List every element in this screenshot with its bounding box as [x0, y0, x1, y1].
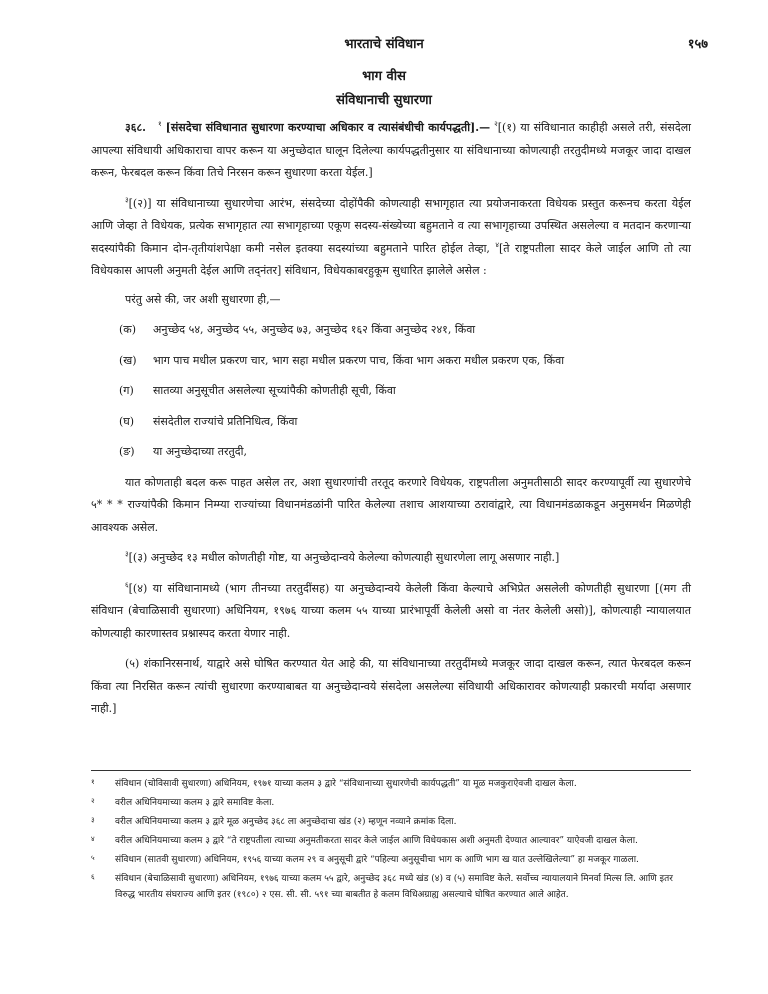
article-body [91, 117, 691, 721]
footnote-mark: ४ [91, 835, 95, 843]
running-title: भारताचे संविधान [344, 37, 424, 52]
proviso-item-text: भाग पाच मधील प्रकरण चार, भाग सहा मधील प्रकरण पाच, किंवा भाग अकरा मधील प्रकरण एक, किंवा [153, 353, 565, 367]
proviso-item-label: (ङ) [119, 445, 135, 458]
article-number: ३६८. [125, 121, 146, 134]
footnote-mark: ५ [91, 854, 95, 862]
proviso-item [91, 441, 691, 464]
article-368-clause-1 [91, 117, 691, 185]
proviso-conclusion: यात कोणताही बदल करू पाहत असेल तर, अशा सुधारणांची तरतूद करणारे विधेयक, राष्ट्रपतीला अनुमतीसाठी सादर करण्यापूर्वी त्या सुधारणेचे ५* * * राज्यांपैकी किमान निम्म्या राज्यांच्या विधानमंडळांनी पारित केलेल्या तशाच आशयाच्या ठरावांद्वारे, त्या विधानमंडळाकडून अनुसमर्थन मिळणेही आवश्यक असेल. [91, 475, 691, 534]
clause-3-text: [(३) अनुच्छेद १३ मधील कोणतीही गोष्ट, या अनुच्छेदान्वये केलेल्या कोणत्याही सुधारणेला लागू असणार नाही.] [128, 551, 560, 564]
article-368-clause-2 [91, 193, 691, 283]
clause-4-text: [(४) या संविधानामध्ये (भाग तीनच्या तरतुदींसह) या अनुच्छेदान्वये केलेली किंवा केल्याचे अभिप्रेत असलेली कोणतीही सुधारणा [(मग ती संविधान (बेचाळिसावी सुधारणा) अधिनियम, १९७६ याच्या कलम ५५ याच्या प्रारंभापूर्वी केलेली असो वा नंतर केलेली असो)], कोणत्याही न्यायालयात कोणत्याही कारणास्तव प्रश्नास्पद करता येणार नाही. [91, 581, 691, 640]
clause-2-text-a: [(२)] या संविधानाच्या सुधारणेचा आरंभ, संसदेच्या दोहोंपैकी कोणत्याही सभागृहात त्या प्रयोजनाकरता विधेयक प्रस्तुत करूनच करता येईल आणि जेव्हा ते विधेयक, प्रत्येक सभागृहात त्या सभागृहाच्या एकूण सदस्य-संख्येच्या बहुमताने व त्या सभागृहाच्या उपस्थित असलेल्या व मतदान करणाऱ्या सदस्यांपैकी किमान दोन-तृतीयांशपेक्षा कमी नसेल इतक्या सदस्यांच्या बहुमताने पारित होईल तेव्हा, [91, 196, 691, 255]
proviso-item-label: (क) [119, 323, 137, 336]
footnote-mark: २ [91, 797, 95, 805]
footnote [91, 795, 691, 811]
footnote-text: वरील अधिनियमाच्या कलम ३ द्वारे मूळ अनुच्छेद ३६८ ला अनुच्छेदाचा खंड (२) म्हणून नव्याने क्रमांक दिला. [115, 817, 457, 827]
footnote [91, 871, 691, 903]
footnote-ref: २ [494, 120, 498, 128]
proviso-item [91, 380, 691, 403]
footnote-mark: १ [91, 778, 95, 786]
footnote-mark: ३ [91, 816, 95, 824]
footnote-ref: ४ [495, 240, 499, 249]
proviso-item-label: (ग) [119, 384, 134, 397]
proviso-item [91, 319, 691, 342]
page-number: १५७ [687, 37, 708, 52]
clause-1-text: [(१) या संविधानात काहीही असले तरी, संसदेला आपल्या संविधायी अधिकाराचा वापर करून या अनुच्छेदात घालून दिलेल्या कार्यपद्धतीनुसार या संविधानाच्या कोणत्याही तरतुदीमध्ये मजकूर जादा दाखल करून, फेरबदल करून किंवा तिचे निरसन करून सुधारणा करता येईल.] [91, 121, 692, 179]
part-heading: भाग वीस [362, 69, 406, 84]
footnote [91, 776, 691, 792]
footnote-ref: ६ [125, 580, 129, 589]
proviso-item [91, 350, 691, 373]
proviso-item [91, 411, 691, 434]
proviso-item-text: सातव्या अनुसूचीत असलेल्या सूच्यांपैकी कोणतीही सूची, किंवा [153, 384, 396, 397]
footnote-text: संविधान (चोविसावी सुधारणा) अधिनियम, १९७१ याच्या कलम ३ द्वारे “संविधानाच्या सुधारणेची कार्यपद्धती” या मूळ मजकुराऐवजी दाखल केला. [115, 779, 577, 789]
proviso-intro: परंतु असे की, जर अशी सुधारणा ही,— [125, 292, 281, 306]
article-368-clause-4 [91, 578, 691, 646]
footnote [91, 814, 691, 830]
article-368-clause-5: (५) शंकानिरसनार्थ, याद्वारे असे घोषित करण्यात येत आहे की, या संविधानाच्या तरतुदींमध्ये मजकूर जादा दाखल करून, त्यात फेरबदल करून किंवा त्या निरसित करून त्यांची सुधारणा करण्याबाबत या अनुच्छेदान्वये संसदेला असलेल्या संविधायी अधिकारावर कोणत्याही प्रकारची मर्यादा असणार नाही.] [91, 657, 691, 715]
footnote-ref: ३ [125, 195, 129, 204]
footnote-ref: १ [158, 120, 162, 128]
proviso-item-text: अनुच्छेद ५४, अनुच्छेद ५५, अनुच्छेद ७३, अनुच्छेद १६२ किंवा अनुच्छेद २४१, किंवा [153, 323, 476, 336]
part-title: संविधानाची सुधारणा [336, 93, 432, 108]
footnotes [91, 776, 691, 906]
footnote [91, 852, 691, 868]
proviso-item-text: या अनुच्छेदाच्या तरतुदी, [153, 445, 247, 458]
footnote-text: संविधान (सातवी सुधारणा) अधिनियम, १९५६ याच्या कलम २९ व अनुसूची द्वारे “पहिल्या अनुसूचीचा भाग क आणि भाग ख यात उल्लेखिलेल्या” हा मजकूर गाळला. [115, 855, 639, 865]
footnote-text: वरील अधिनियमाच्या कलम ३ द्वारे “ते राष्ट्रपतीला त्याच्या अनुमतीकरता सादर केले जाईल आणि विधेयकास अशी अनुमती देण्यात आल्यावर” याऐवजी दाखल केला. [115, 836, 638, 846]
footnote [91, 833, 691, 849]
article-368-clause-3 [91, 547, 691, 570]
clause-2-text-b: [ते राष्ट्रपतीला सादर केले जाईल आणि तो त्या विधेयकास आपली अनुमती देईल आणि तद्नंतर] संविधान, विधेयकाबरहुकूम सुधारित झालेले असेल : [91, 241, 692, 277]
article-title: [संसदेचा संविधानात सुधारणा करण्याचा अधिकार व त्यासंबंधीची कार्यपद्धती].— [165, 121, 491, 134]
footnote-text: संविधान (बेचाळिसावी सुधारणा) अधिनियम, १९७६ याच्या कलम ५५ द्वारे, अनुच्छेद ३६८ मध्ये खंड (४) व (५) समाविष्ट केले. सर्वोच्च न्यायालयाने मिनर्वा मिल्स लि. आणि इतर विरुद्ध भारतीय संघराज्य आणि इतर (१९८०) २ एस. सी. सी. ५९१ च्या बाबतीत हे कलम विधिअग्राह्य असल्याचे घोषित करण्यात आले आहेत. [115, 874, 673, 900]
proviso-item-label: (घ) [119, 414, 135, 428]
proviso-item-label: (ख) [119, 353, 137, 367]
proviso-item-text: संसदेतील राज्यांचे प्रतिनिधित्व, किंवा [153, 414, 298, 428]
footnote-ref: ३ [125, 550, 129, 558]
footnote-text: वरील अधिनियमाच्या कलम ३ द्वारे समाविष्ट केला. [115, 798, 275, 808]
running-header [0, 34, 768, 54]
footnote-divider [91, 770, 691, 771]
footnote-mark: ६ [91, 873, 95, 881]
